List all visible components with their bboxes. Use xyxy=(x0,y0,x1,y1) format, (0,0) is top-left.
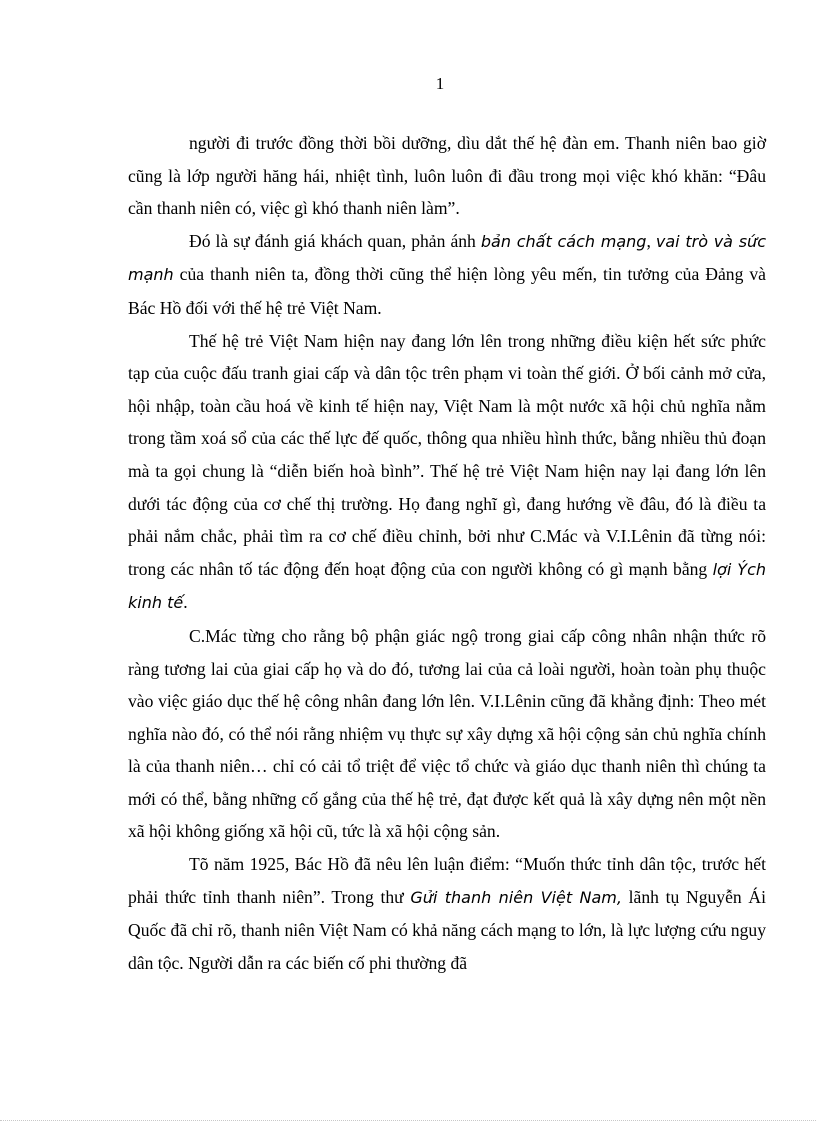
text-run: Đó là sự đánh giá khách quan, phản ánh xyxy=(189,230,481,251)
text-run: của thanh niên ta, đồng thời cũng thể hiện lòng yêu mến, tin tưởng của Đảng và Bác Hồ đối với thế hệ trẻ Việt Nam. xyxy=(128,264,766,318)
paragraph xyxy=(128,620,766,848)
text-run: C.Mác từng cho rằng bộ phận giác ngộ trong giai cấp công nhân nhận thức rõ ràng tương lai của giai cấp họ và do đó, tương lai của cả loài người, hoàn toàn phụ thuộc vào việc giáo dục thế hệ công nhân đang lớn lên. V.I.Lênin cũng đã khẳng định: Theo mét nghĩa nào đó, có thể nói rằng nhiệm vụ thực sự xây dựng xã hội cộng sản chủ nghĩa chính là của thanh niên… chỉ có cải tổ triệt để việc tổ chức và giáo dục thanh niên thì chúng ta mới có thể, bằng những cố gắng của thế hệ trẻ, đạt được kết quả là xây dựng nên một nền xã hội không giống xã hội cũ, tức là xã hội cộng sản. xyxy=(128,625,766,842)
paragraph xyxy=(128,325,766,620)
page-bottom-edge xyxy=(0,1120,816,1121)
italic-text: vai trò và sức mạnh xyxy=(128,231,766,285)
page-number: 1 xyxy=(435,74,445,93)
paragraph xyxy=(128,848,766,979)
text-run: lãnh tụ Nguyễn Ái Quốc đã chỉ rõ, thanh niên Việt Nam có khả năng cách mạng to lớn, là lực lượng cứu nguy dân tộc. Người dẫn ra các biến cố phi thường đã xyxy=(128,886,766,973)
text-run: , xyxy=(646,230,656,251)
paragraph xyxy=(128,127,766,225)
italic-text: bản chất cách mạng xyxy=(480,231,647,251)
text-run: Thế hệ trẻ Việt Nam hiện nay đang lớn lên trong những điều kiện hết sức phức tạp của cuộc đấu tranh giai cấp và dân tộc trên phạm vi toàn thế giới. Ở bối cảnh mở cửa, hội nhập, toàn cầu hoá về kinh tế hiện nay, Việt Nam là một nước xã hội chủ nghĩa nằm trong tầm xoá sổ của các thế lực đế quốc, thông qua nhiều hình thức, bằng nhiều thủ đoạn mà ta gọi chung là “diễn biến hoà bình”. Thế hệ trẻ Việt Nam hiện nay lại đang lớn lên dưới tác động của cơ chế thị trường. Họ đang nghĩ gì, đang hướng về đâu, đó là điều ta phải nắm chắc, phải tìm ra cơ chế điều chỉnh, bởi như C.Mác và V.I.Lênin đã từng nói: trong các nhân tố tác động đến hoạt động của con người không có gì mạnh bằng xyxy=(128,330,766,579)
italic-text: Gửi thanh niên Việt Nam, xyxy=(410,887,622,907)
body-text xyxy=(128,127,766,979)
text-run: Tõ năm 1925, Bác Hồ đã nêu lên luận điểm: “Muốn thức tỉnh dân tộc, trước hết phải thức tỉnh thanh niên”. Trong thư xyxy=(128,854,766,907)
italic-text: lợi Ých kinh tế xyxy=(128,559,766,613)
paragraph xyxy=(128,225,766,325)
text-run: . xyxy=(183,592,188,613)
text-run: người đi trước đồng thời bồi dưỡng, dìu dắt thế hệ đàn em. Thanh niên bao giờ cũng là lớp người hăng hái, nhiệt tình, luôn luôn đi đầu trong mọi việc khó khăn: “Đâu cần thanh niên có, việc gì khó thanh niên làm”. xyxy=(128,133,766,219)
